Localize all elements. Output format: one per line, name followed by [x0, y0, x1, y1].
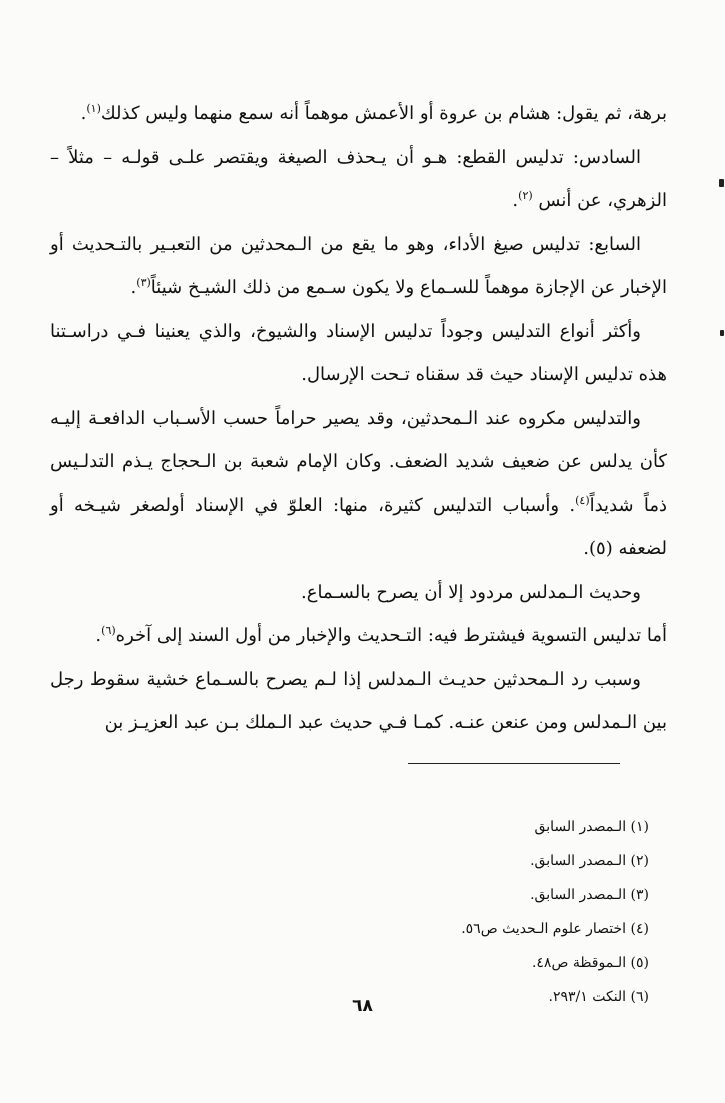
footnote-ref-2: (٢): [518, 189, 533, 202]
footnote-3: (٣) الـمصدر السابق.: [530, 887, 649, 903]
scan-mark: [720, 330, 724, 336]
paragraph-7: أما تدليس التسوية فيشترط فيه: التـحديث والإخبار من أول السند إلى آخره$^{(٦)}$.: [95, 624, 667, 646]
footnote-4: (٤) اختصار علوم الـحديث ص٥٦.: [461, 921, 649, 937]
paragraph-6: وحديث الـمدلس مردود إلا أن يصرح بالسـماع.: [301, 581, 641, 603]
footnote-separator: [408, 763, 620, 764]
paragraph-5: والتدليس مكروه عند الـمحدثين، وقد يصير حراماً حسب الأسـباب الدافعـة إليـه كأن يدلس عن ضعيف شديد الضعف. وكان الإمام شعبة بن الـحجاج يـذم التدلـيس ذماً شديداً$^{(٤)}$. وأسباب التدليس كثيرة، منها: العلوّ في الإسناد أولصغر شيـخه أو لضعفه (٥).: [50, 407, 667, 559]
paragraph-8: وسبب رد الـمحدثين حديـث الـمدلس إذا لـم يصرح بالسـماع خشية سقوط رجل بين الـمدلس ومن عنعن عنـه. كمـا فـي حديث عبد الـملك بـن عبد العزيـز بن: [50, 668, 667, 733]
body-text: [50, 92, 667, 745]
scan-mark: [719, 179, 724, 187]
footnotes: [229, 810, 649, 1014]
footnote-6: (٦) النكت ٢٩٣/١.: [548, 989, 649, 1005]
footnote-1: (١) الـمصدر السابق: [534, 819, 649, 835]
footnote-ref-4: (٤): [575, 493, 590, 507]
footnote-ref-1: (١): [86, 102, 101, 115]
footnote-ref-6: (٦): [101, 624, 116, 637]
paragraph-3: السابع: تدليس صيغ الأداء، وهو ما يقع من الـمحدثين من التعبـير بالتـحديث أو الإخبار عن الإجازة موهماً للسـماع ولا يكون سـمع من ذلك الشيـخ شيئاً$^{(٣)}$.: [50, 233, 667, 298]
footnote-2: (٢) الـمصدر السابق.: [530, 853, 649, 869]
footnote-ref-3: (٣): [136, 276, 151, 289]
paragraph-4: وأكثر أنواع التدليس وجوداً تدليس الإسناد والشيوخ، والذي يعنينا فـي دراسـتنا هذه تدليس الإسناد حيث قد سقناه تـحت الإرسال.: [50, 320, 667, 385]
footnote-5: (٥) الـموقظة ص٤٨.: [531, 955, 649, 971]
paragraph-2: السادس: تدليس القطع: هـو أن يـحذف الصيغة ويقتصر علـى قولـه – مثلاً – الزهري، عن أنس $^{(٢)}$.: [50, 146, 667, 211]
page-number: ٦٨: [352, 996, 373, 1016]
paragraph-1: برهة، ثم يقول: هشام بن عروة أو الأعمش موهماً أنه سمع منهما وليس كذلك$^{(١)}$.: [80, 102, 667, 124]
